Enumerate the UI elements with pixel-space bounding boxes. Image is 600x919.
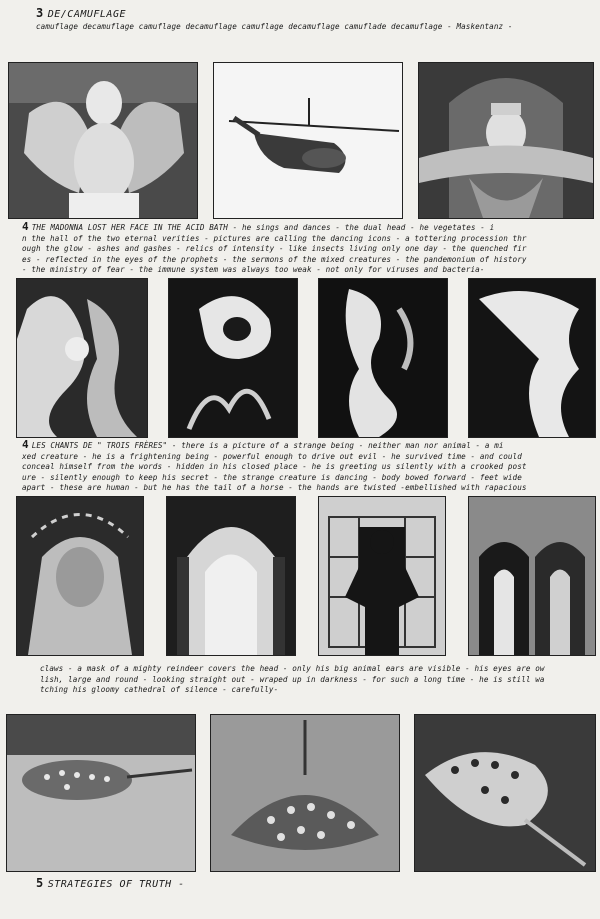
section-text-trois-freres-continued <box>40 664 582 696</box>
section-text-trois-freres <box>22 440 582 494</box>
section-number: 4 <box>22 220 29 233</box>
helicopter-image <box>214 63 402 218</box>
photo-abstract-1 <box>16 278 148 438</box>
text-line: - the ministry of fear - the immune system was always too weak - not only for viruses and bacteria- <box>22 265 485 275</box>
photo-gargoyle <box>8 62 198 219</box>
section-text-decamuflage <box>36 22 582 33</box>
text-line: apart - these are human - but he has the tail of a horse - the hands are twisted -embellished with rapacious <box>22 483 527 493</box>
photo-arched-corridor <box>166 496 296 656</box>
text-line: claws - a mask of a mighty reindeer covers the head - only his big animal ears are visible - his eyes are ow <box>40 664 545 673</box>
text-line: ough the glow - ashes and gashes - relics of intensity - like insects living only one day - the quenched fir <box>22 244 527 254</box>
skull-crown-image <box>419 63 593 218</box>
section-heading-strategies <box>36 876 185 890</box>
stingray-image <box>211 715 399 871</box>
text-line: LES CHANTS DE " TROIS FRÈRES" - there is a picture of a strange being - neither man nor animal - a mi <box>31 441 504 450</box>
section-number: 5 <box>36 876 44 890</box>
photo-stingray-3 <box>414 714 596 872</box>
photo-helicopter <box>213 62 403 219</box>
section-title: STRATEGIES OF TRUTH - <box>47 879 185 890</box>
photo-abstract-3 <box>318 278 448 438</box>
text-line: ure - silently enough to keep his secret - the strange creature is dancing - body bowed forward - feet wide <box>22 472 522 482</box>
text-line: xed creature - he is a frightening being - powerful enough to drive out evil - he survived time - and could <box>22 451 522 461</box>
text-line: conceal himself from the words - hidden in his closed place - he is greeting us silently with a crooked post <box>22 462 527 472</box>
photo-abstract-4 <box>468 278 596 438</box>
text-line: camuflage decamuflage camuflage decamuflage camuflage decamuflage camuflade decamuflage - Maskentanz - <box>36 22 513 31</box>
photo-skull-sculpture <box>418 62 594 219</box>
section-title: DE/CAMUFLAGE <box>47 9 126 20</box>
text-line: n the hall of the two eternal verities - pictures are calling the dancing icons - a tottering procession thr <box>22 233 527 243</box>
abstract-flames-image <box>169 279 297 437</box>
stingray-image <box>415 715 595 871</box>
photo-ruined-arcade <box>468 496 596 656</box>
figure-window-image <box>319 497 445 655</box>
section-number: 4 <box>22 438 29 451</box>
gargoyle-statue-image <box>9 63 197 218</box>
ruined-arcade-image <box>469 497 595 655</box>
text-line: tching his gloomy cathedral of silence - carefully- <box>40 685 279 695</box>
text-line: es - reflected in the eyes of the prophets - the sermons of the mixed creatures - the pandemonium of history <box>22 254 527 264</box>
section-text-madonna <box>22 222 582 276</box>
abstract-flames-image <box>469 279 595 437</box>
text-line: lish, large and round - looking straight out - wraped up in darkness - for such a long time - he is still wa <box>40 674 545 684</box>
photo-stingray-2 <box>210 714 400 872</box>
photo-figure-window <box>318 496 446 656</box>
madonna-stars-image <box>17 497 143 655</box>
abstract-flames-image <box>17 279 147 437</box>
photo-madonna <box>16 496 144 656</box>
stingray-image <box>7 715 195 871</box>
section-heading-decamuflage <box>36 6 126 20</box>
arched-corridor-image <box>167 497 295 655</box>
photo-abstract-2 <box>168 278 298 438</box>
abstract-flames-image <box>319 279 447 437</box>
text-line: THE MADONNA LOST HER FACE IN THE ACID BATH - he sings and dances - the dual head - he vegetates - i <box>31 223 495 232</box>
photo-stingray-1 <box>6 714 196 872</box>
section-number: 3 <box>36 6 44 20</box>
